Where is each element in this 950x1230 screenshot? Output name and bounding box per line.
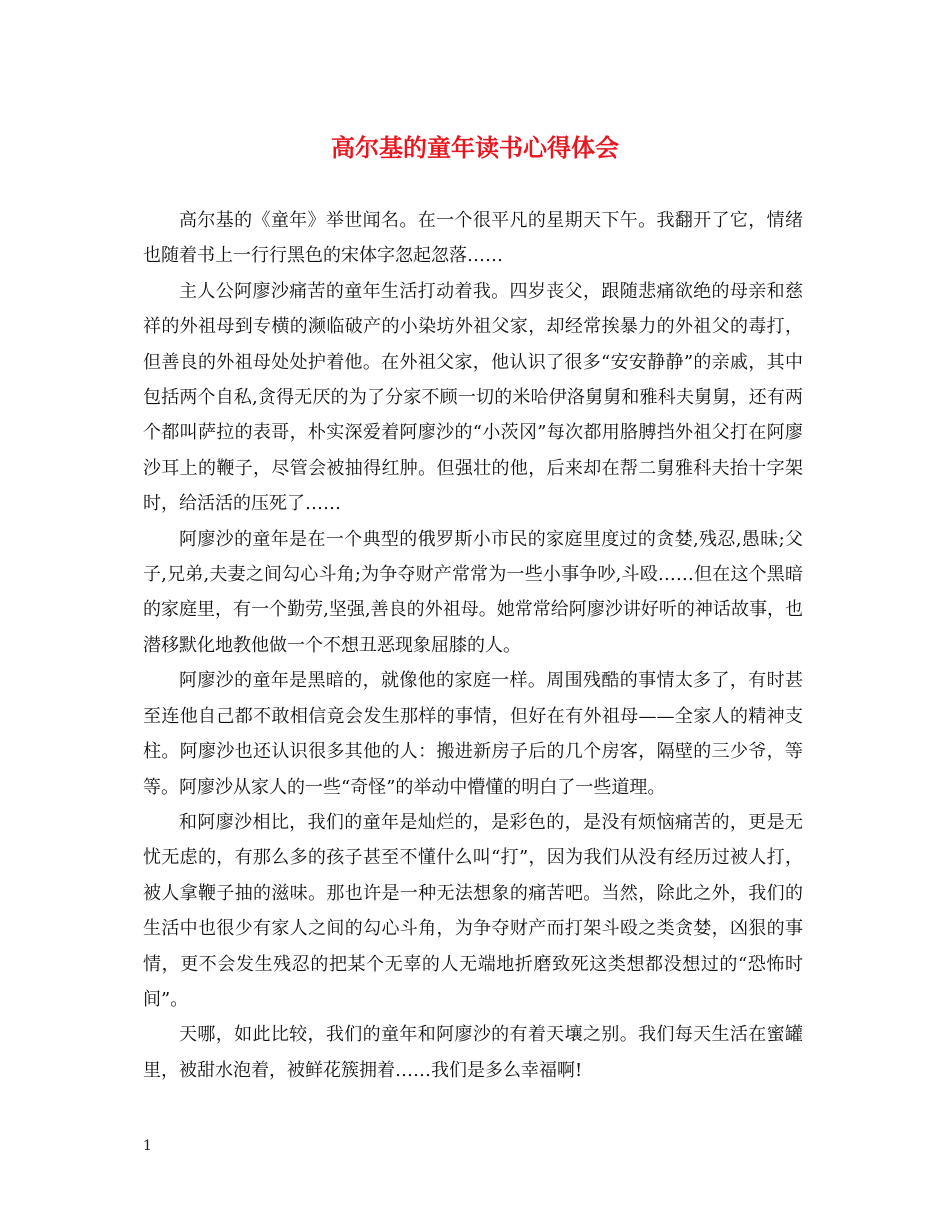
paragraph-5: 和阿廖沙相比，我们的童年是灿烂的，是彩色的，是没有烦恼痛苦的，更是无忧无虑的，有那么多的孩子甚至不懂什么叫“打”，因为我们从没有经历过被人打，被人拿鞭子抽的滋味。那也许是一种无法想象的痛苦吧。当然，除此之外，我们的生活中也很少有家人之间的勾心斗角，为争夺财产而打架斗殴之类贪婪，凶狠的事情，更不会发生残忍的把某个无辜的人无端地折磨致死这类想都没想过的“恐怖时间”。 [143,811,803,1010]
paragraph-1: 高尔基的《童年》举世闻名。在一个很平凡的星期天下午。我翻开了它，情绪也随着书上一行行黑色的宋体字忽起忽落…… [143,210,803,267]
page-number: 1 [143,1138,152,1154]
paragraph-4: 阿廖沙的童年是黑暗的，就像他的家庭一样。周围残酷的事情太多了，有时甚至连他自己都不敢相信竟会发生那样的事情，但好在有外祖母——全家人的精神支柱。阿廖沙也还认识很多其他的人：搬进新房子后的几个房客，隔壁的三少爷，等等。阿廖沙从家人的一些“奇怪”的举动中懵懂的明白了一些道理。 [143,670,803,798]
paragraph-3: 阿廖沙的童年是在一个典型的俄罗斯小市民的家庭里度过的贪婪,残忍,愚昧;父子,兄弟,夫妻之间勾心斗角;为争夺财产常常为一些小事争吵,斗殴……但在这个黑暗的家庭里，有一个勤劳,坚强,善良的外祖母。她常常给阿廖沙讲好听的神话故事，也潜移默化地教他做一个不想丑恶现象屈膝的人。 [143,528,803,656]
document-body [143,203,803,1088]
paragraph-6: 天哪，如此比较，我们的童年和阿廖沙的有着天壤之别。我们每天生活在蜜罐里，被甜水泡着，被鲜花簇拥着……我们是多么幸福啊! [143,1024,803,1081]
paragraph-2: 主人公阿廖沙痛苦的童年生活打动着我。四岁丧父，跟随悲痛欲绝的母亲和慈祥的外祖母到专横的濒临破产的小染坊外祖父家，却经常挨暴力的外祖父的毒打，但善良的外祖母处处护着他。在外祖父家，他认识了很多“安安静静”的亲戚，其中包括两个自私,贪得无厌的为了分家不顾一切的米哈伊洛舅舅和雅科夫舅舅，还有两个都叫萨拉的表哥，朴实深爱着阿廖沙的“小茨冈”每次都用胳膊挡外祖父打在阿廖沙耳上的鞭子，尽管会被抽得红肿。但强壮的他，后来却在帮二舅雅科夫抬十字架时，给活活的压死了…… [143,280,803,515]
document-title: 高尔基的童年读书心得体会 [331,133,619,162]
